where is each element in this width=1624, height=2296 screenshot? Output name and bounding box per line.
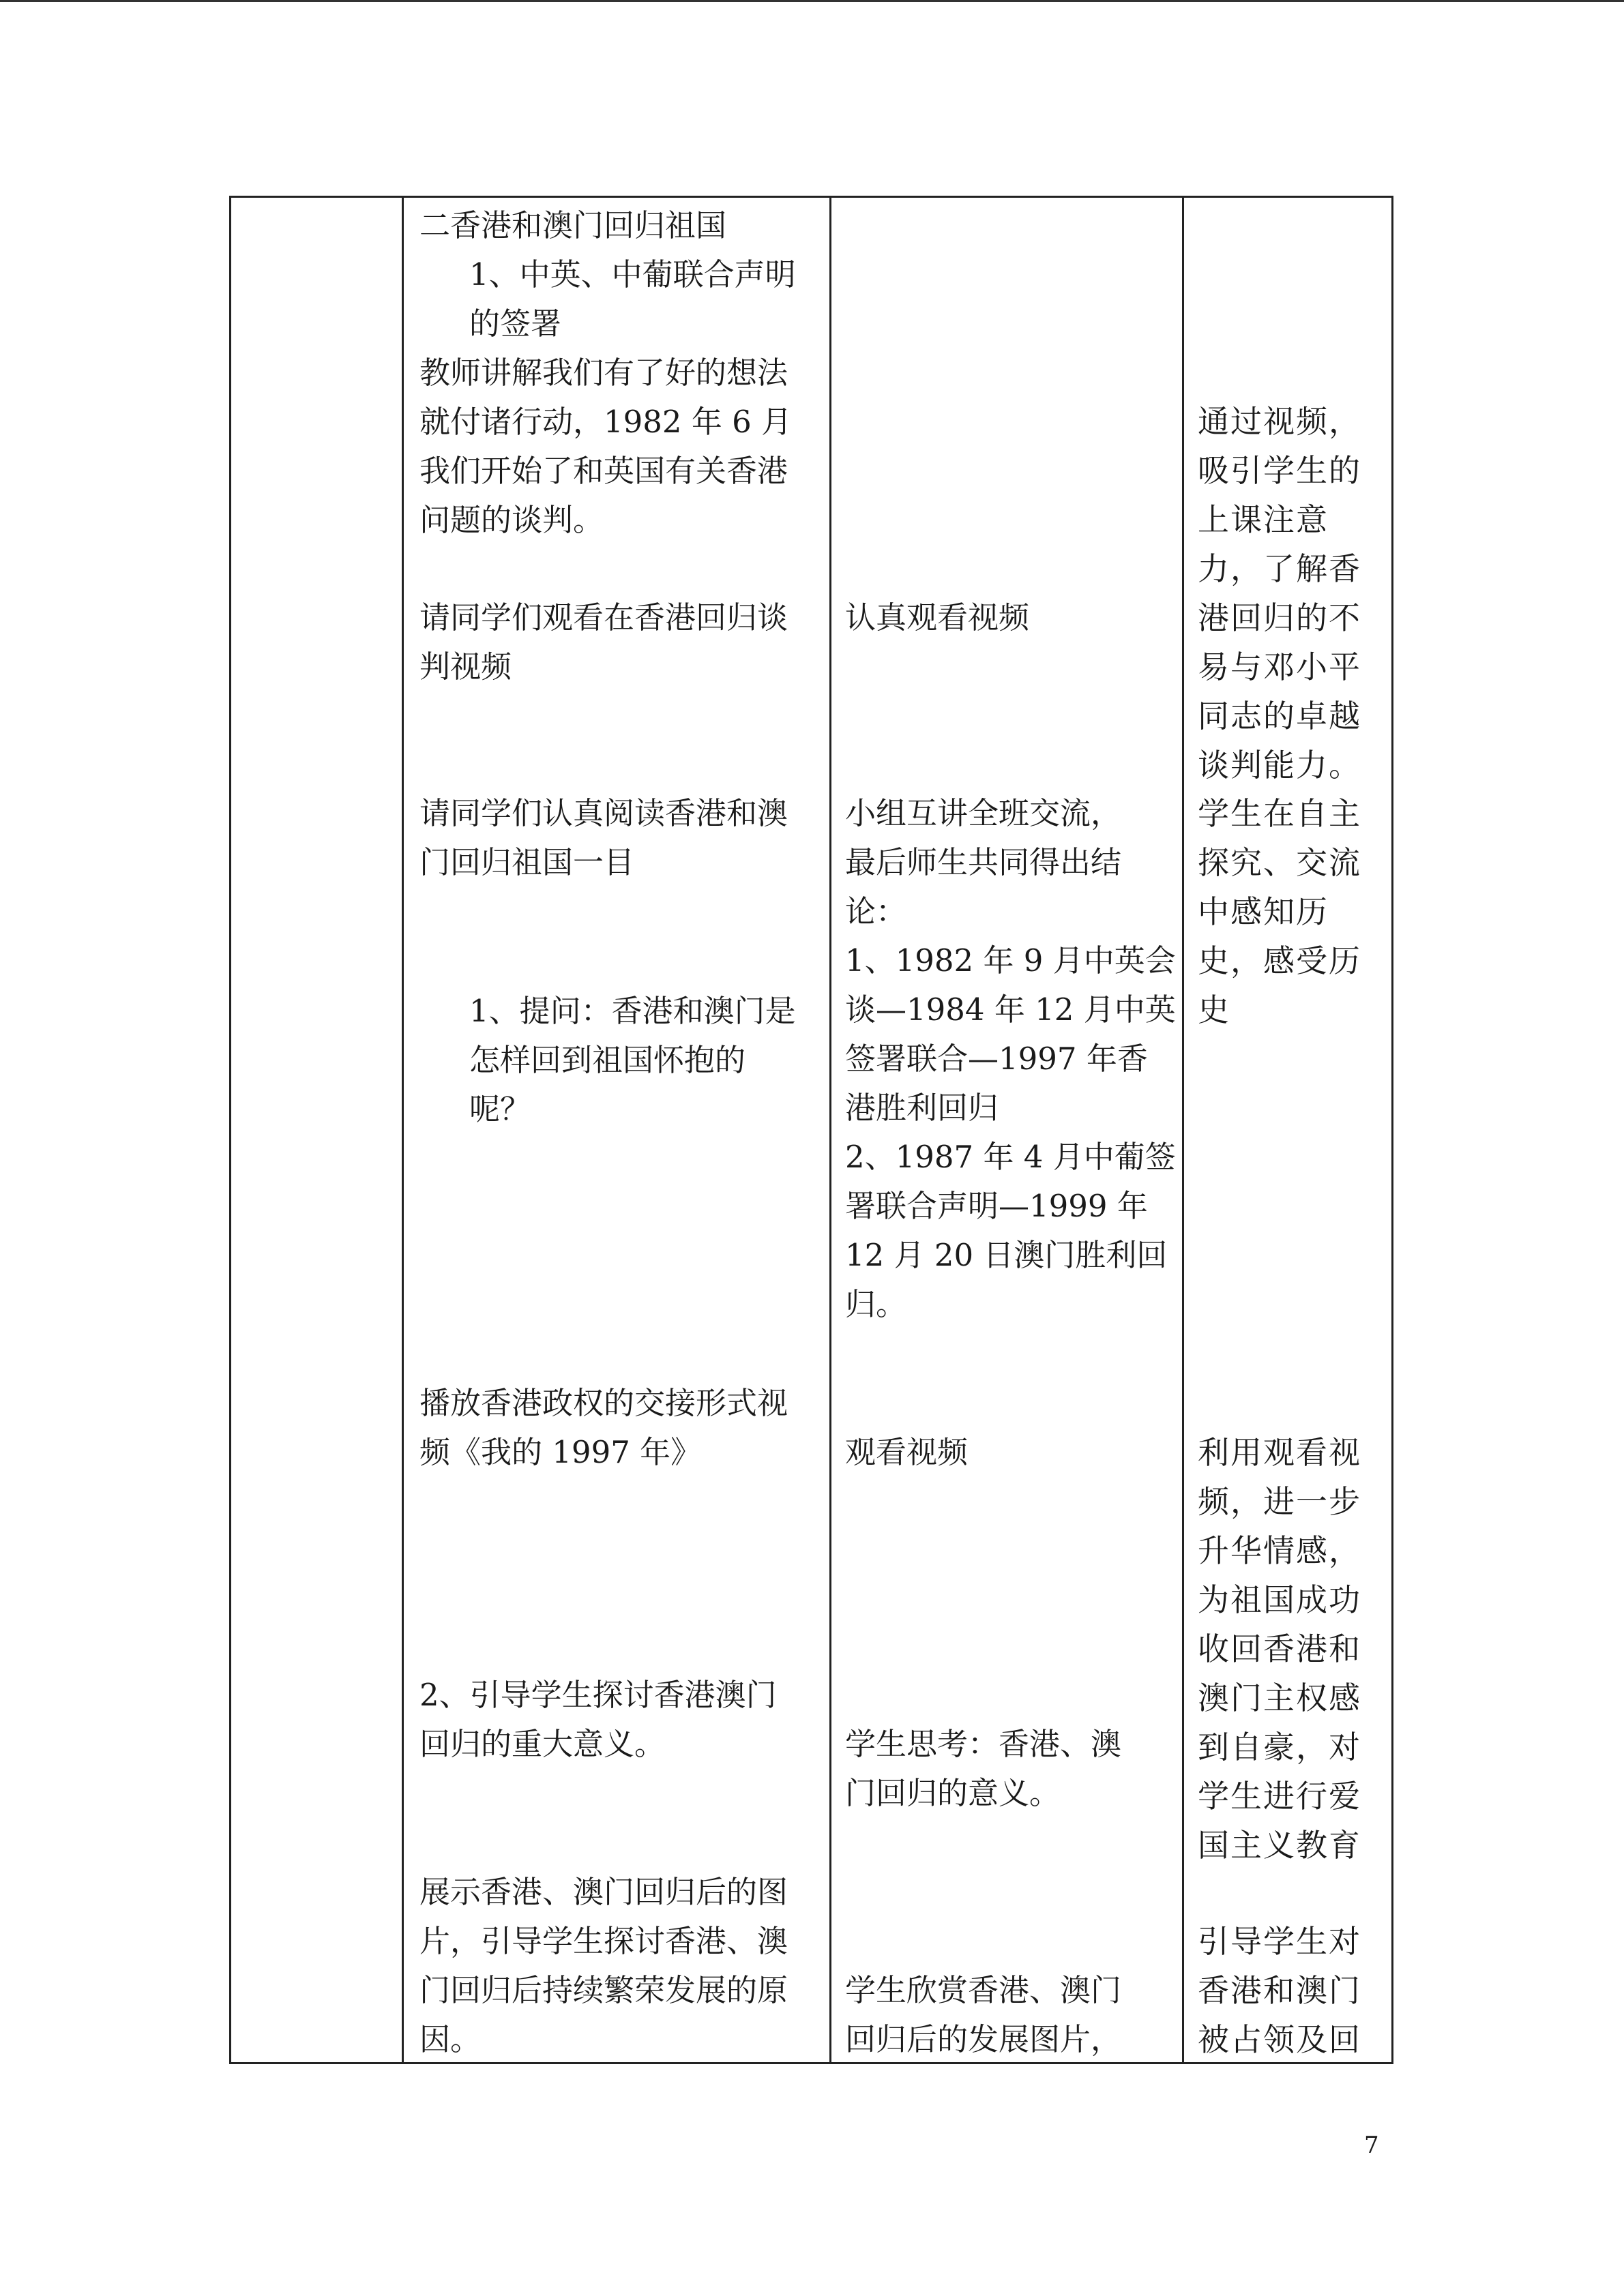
text-line: 通过视频， xyxy=(1198,403,1361,440)
text-line: 门回归的意义。 xyxy=(845,1775,1061,1811)
text-line: 为祖国成功 xyxy=(1198,1581,1361,1618)
text-line: 收回香港和 xyxy=(1198,1630,1361,1667)
text-line: 澳门主权感 xyxy=(1198,1680,1361,1716)
text-line: 吸引学生的 xyxy=(1198,452,1361,489)
text-line: 易与邓小平 xyxy=(1198,648,1361,685)
table-right-border xyxy=(1391,196,1393,2064)
text-line: 到自豪，对 xyxy=(1198,1729,1361,1765)
text-line: 学生思考：香港、澳 xyxy=(845,1726,1122,1762)
text-line: 最后师生共同得出结 xyxy=(845,844,1122,880)
table-left-border xyxy=(229,196,231,2064)
text-line: 回归的重大意义。 xyxy=(419,1726,666,1762)
text-line: 谈判能力。 xyxy=(1198,747,1361,784)
text-line: 港回归的不 xyxy=(1198,599,1361,636)
text-line: 探究、交流 xyxy=(1198,844,1361,881)
text-line: 1、提问：香港和澳门是 xyxy=(469,993,796,1029)
text-line: 学生在自主 xyxy=(1198,795,1361,832)
text-line: 因。 xyxy=(419,2021,482,2057)
text-line: 问题的谈判。 xyxy=(419,502,604,538)
text-line: 呢？ xyxy=(469,1091,531,1127)
text-line: 1、1982 年 9 月中英会 xyxy=(845,942,1176,979)
column-divider-2 xyxy=(829,196,831,2064)
text-line: 1、中英、中葡联合声明 xyxy=(469,256,796,293)
text-line: 二香港和澳门回归祖国 xyxy=(419,207,727,243)
column-divider-3 xyxy=(1182,196,1184,2064)
text-line: 利用观看视 xyxy=(1198,1434,1361,1471)
text-line: 的签署 xyxy=(469,305,562,342)
text-line: 引导学生对 xyxy=(1198,1923,1361,1960)
text-line: 中感知历 xyxy=(1198,893,1329,930)
text-line: 港胜利回归 xyxy=(845,1090,999,1126)
text-line: 学生进行爱 xyxy=(1198,1778,1361,1815)
text-line: 小组互讲全班交流， xyxy=(845,795,1122,831)
text-line: 署联合声明—1999 年 xyxy=(845,1188,1148,1224)
text-line: 门回归祖国一目 xyxy=(419,844,635,880)
text-line: 片，引导学生探讨香港、澳 xyxy=(419,1923,788,1959)
text-line: 论： xyxy=(845,893,907,929)
text-line: 12 月 20 日澳门胜利回 xyxy=(845,1237,1168,1273)
text-line: 就付诸行动，1982 年 6 月 xyxy=(419,404,793,440)
text-line: 判视频 xyxy=(419,648,512,685)
text-line: 请同学们观看在香港回归谈 xyxy=(419,599,788,636)
text-line: 史，感受历 xyxy=(1198,942,1361,979)
text-line: 回归后的发展图片， xyxy=(845,2021,1122,2057)
text-line: 同志的卓越 xyxy=(1198,698,1361,734)
text-line: 我们开始了和英国有关香港 xyxy=(419,453,788,489)
text-line: 力，了解香 xyxy=(1198,550,1361,587)
text-line: 学生欣赏香港、澳门 xyxy=(845,1972,1122,2008)
text-line: 观看视频 xyxy=(845,1434,969,1470)
text-line: 签署联合—1997 年香 xyxy=(845,1041,1148,1077)
text-line: 门回归后持续繁荣发展的原 xyxy=(419,1972,788,2008)
table-top-border xyxy=(229,196,1393,198)
text-line: 归。 xyxy=(845,1286,907,1322)
text-line: 上课注意 xyxy=(1198,501,1329,538)
text-line: 频，进一步 xyxy=(1198,1483,1361,1520)
page-number: 7 xyxy=(1364,2132,1379,2159)
text-line: 展示香港、澳门回归后的图 xyxy=(419,1874,788,1910)
text-line: 播放香港政权的交接形式视 xyxy=(419,1385,788,1421)
text-line: 国主义教育 xyxy=(1198,1827,1361,1864)
text-line: 升华情感， xyxy=(1198,1532,1361,1569)
text-line: 教师讲解我们有了好的想法 xyxy=(419,355,788,391)
lesson-plan-table xyxy=(229,196,1393,2064)
top-border xyxy=(0,0,1624,2)
text-line: 史 xyxy=(1198,992,1230,1028)
text-line: 请同学们认真阅读香港和澳 xyxy=(419,795,788,831)
text-line: 谈—1984 年 12 月中英 xyxy=(845,992,1176,1028)
text-line: 香港和澳门 xyxy=(1198,1972,1361,2009)
text-line: 频《我的 1997 年》 xyxy=(419,1434,702,1470)
text-line: 2、引导学生探讨香港澳门 xyxy=(419,1677,777,1713)
column-divider-1 xyxy=(402,196,404,2064)
text-line: 怎样回到祖国怀抱的 xyxy=(469,1042,746,1078)
text-line: 被占领及回 xyxy=(1198,2021,1361,2058)
text-line: 认真观看视频 xyxy=(845,599,1030,636)
text-line: 2、1987 年 4 月中葡签 xyxy=(845,1139,1176,1175)
